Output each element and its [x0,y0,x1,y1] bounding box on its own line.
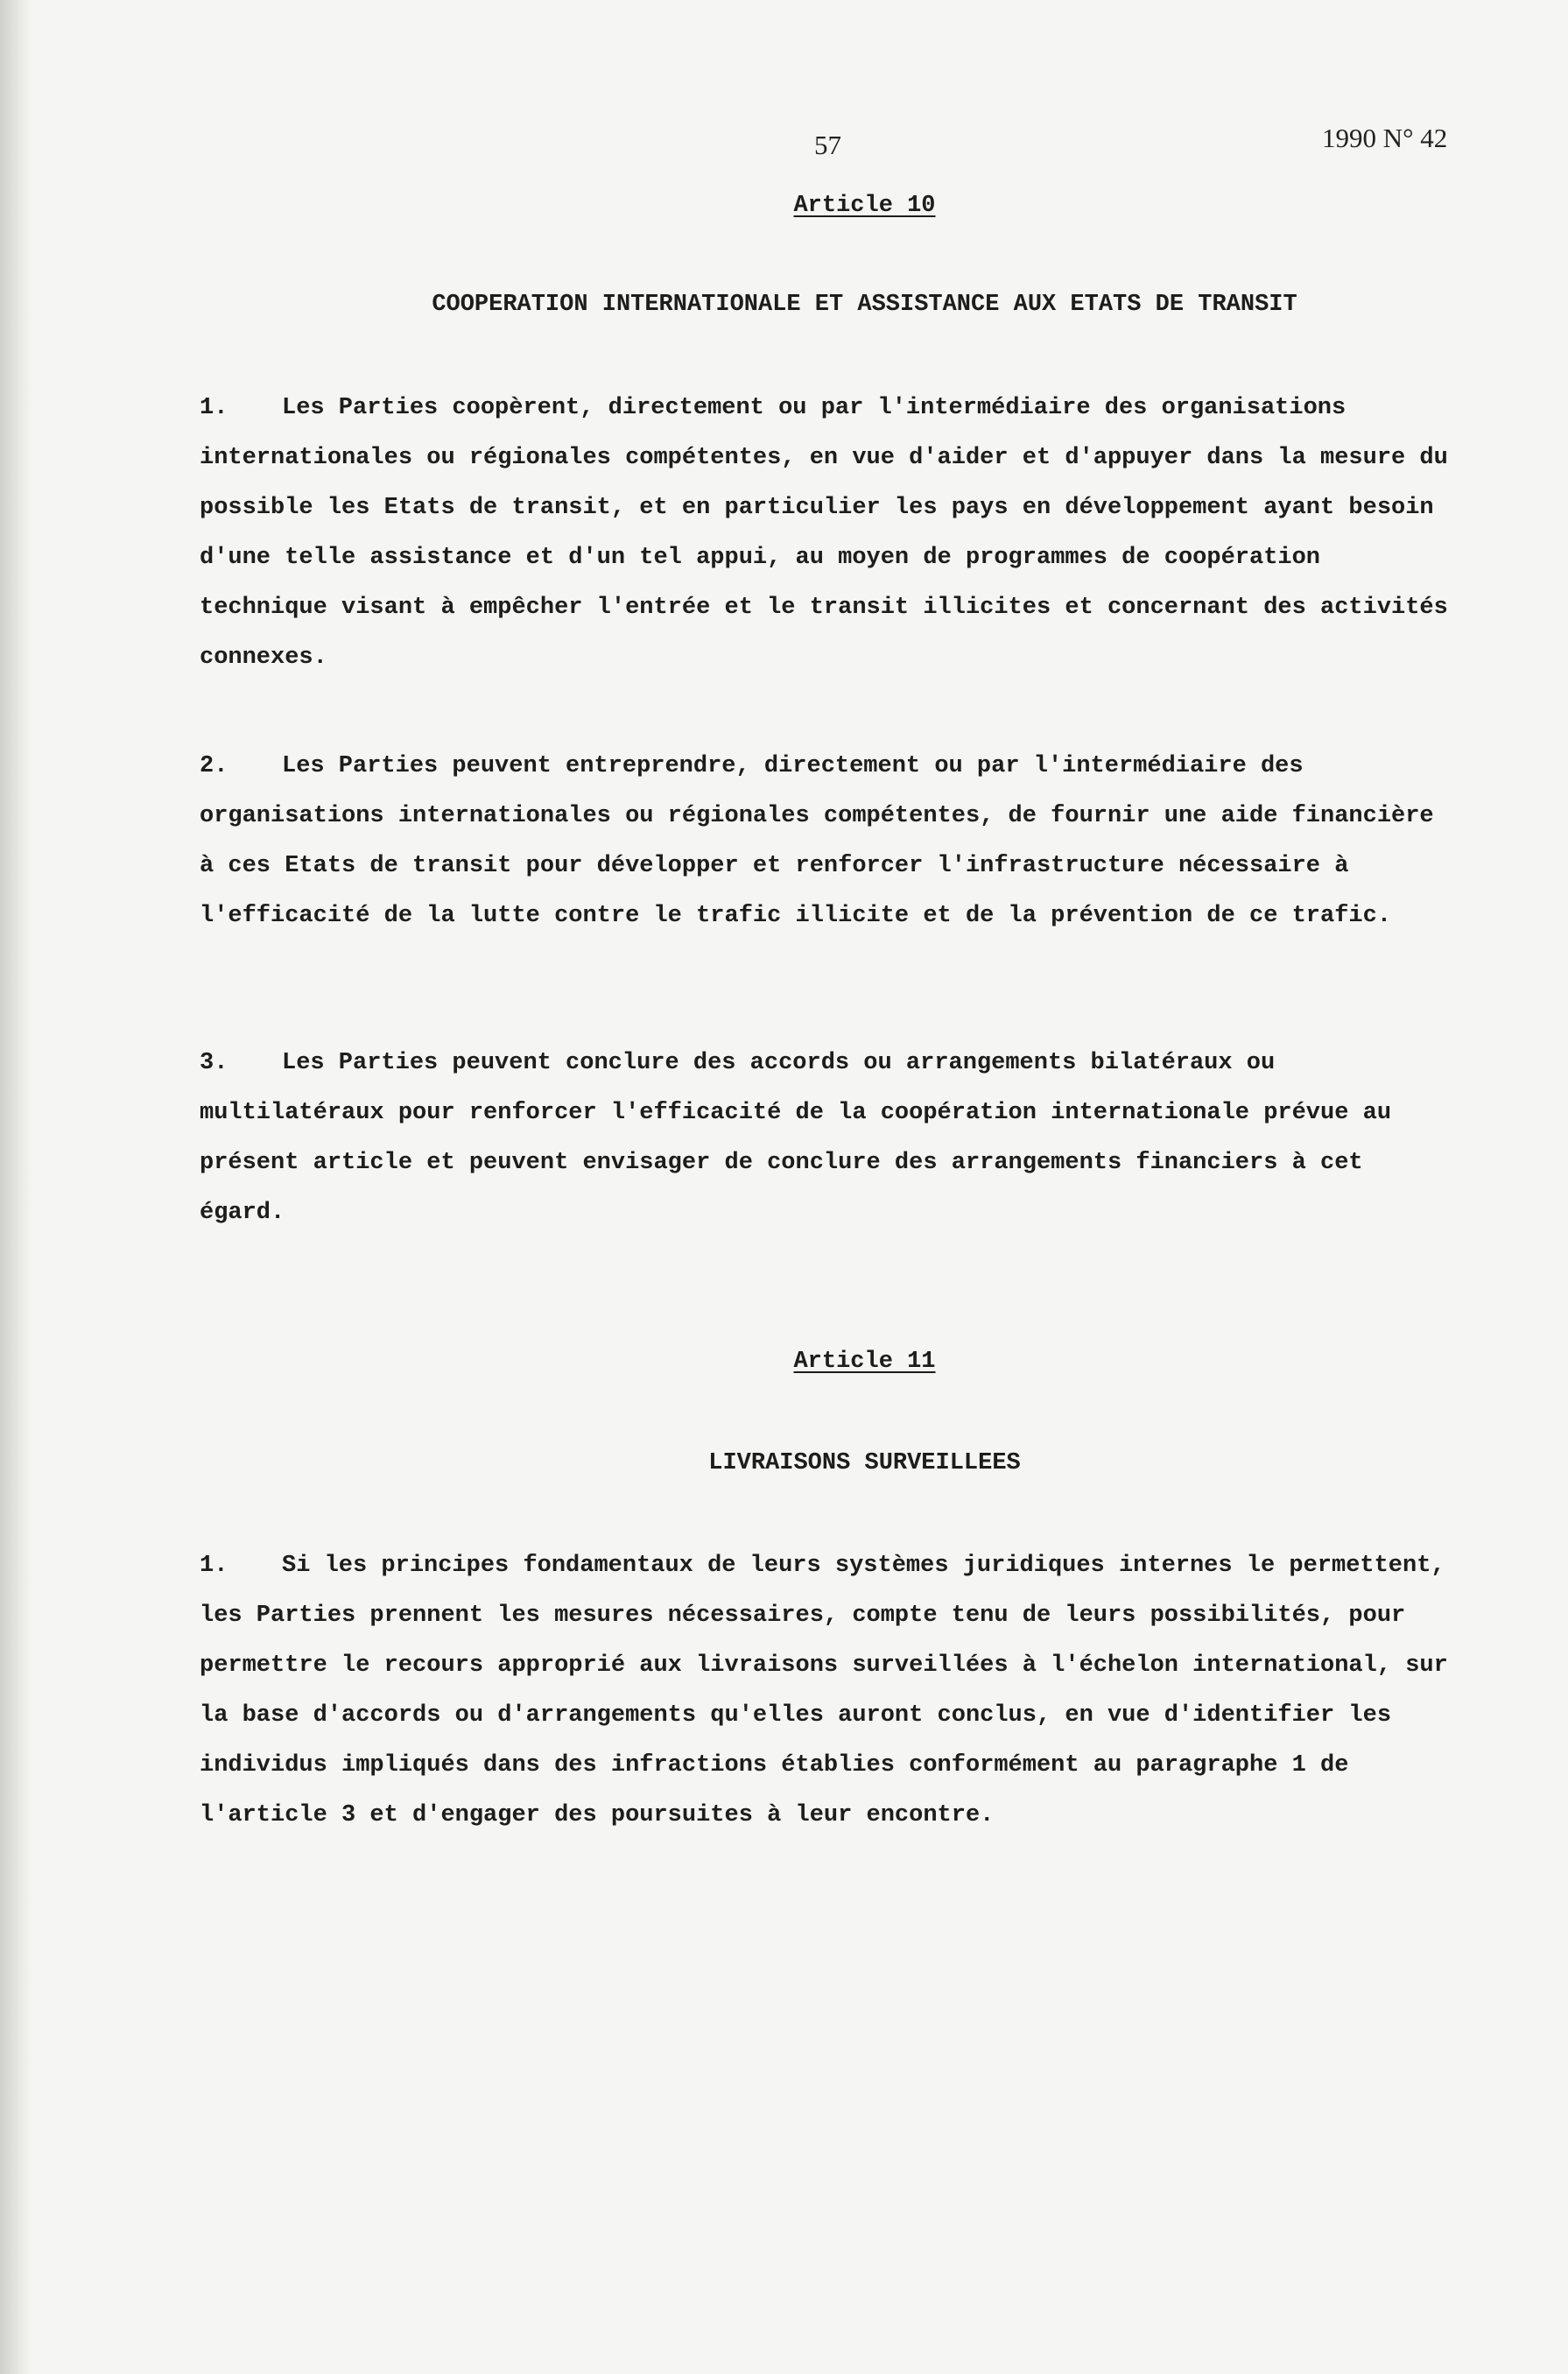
article-11-title: LIVRAISONS SURVEILLEES [708,1450,1021,1476]
paragraph-number: 1. [200,395,229,421]
paragraph-text: Si les principes fondamentaux de leurs systèmes juridiques internes le permettent, les Parties prennent les mesures nécessaires, compte tenu de leurs possibilités, pour permettre le recours approprié aux livraisons surveillées à l'échelon international, sur la base d'accords ou d'arrangements qu'elles auront conclus, en vue d'identifier les individus impliqués dans des infractions établies conformément au paragraphe 1 de l'article 3 et d'engager des poursuites à leur encontre. [200,1553,1448,1828]
paragraph-text: Les Parties peuvent conclure des accords ou arrangements bilatéraux ou multilatéraux pour renforcer l'efficacité de la coopération internationale prévue au présent article et peuvent envisager de conclure des arrangements financiers à cet égard. [200,1050,1392,1226]
article-10-title: COOPERATION INTERNATIONALE ET ASSISTANCE AUX ETATS DE TRANSIT [432,292,1297,318]
article-10-paragraph-3 [200,1039,1460,1238]
series-number: 1990 N° 42 [1322,123,1448,153]
paragraph-number: 2. [200,753,229,779]
article-11-heading: Article 11 [793,1349,936,1375]
paragraph-number: 3. [200,1050,229,1076]
paragraph-text: Les Parties coopèrent, directement ou par l'intermédiaire des organisations internationales ou régionales compétentes, en vue d'aider et d'appuyer dans la mesure du possible les Etats de transit, et en particulier les pays en développement ayant besoin d'une telle assistance et d'un tel appui, au moyen de programmes de coopération technique visant à empêcher l'entrée et le transit illicites et concernant des activités connexes. [200,395,1448,671]
page-number: 57 [814,130,841,160]
article-10-paragraph-1 [200,384,1460,683]
paragraph-number: 1. [200,1553,229,1579]
article-10-paragraph-2 [200,742,1460,941]
article-11-paragraph-1 [200,1541,1460,1841]
page-binding-shadow [0,0,33,2374]
paragraph-text: Les Parties peuvent entreprendre, directement ou par l'intermédiaire des organisations internationales ou régionales compétentes, de fournir une aide financière à ces Etats de transit pour développer et renforcer l'infrastructure nécessaire à l'efficacité de la lutte contre le trafic illicite et de la prévention de ce trafic. [200,753,1434,929]
article-10-heading: Article 10 [793,193,936,219]
